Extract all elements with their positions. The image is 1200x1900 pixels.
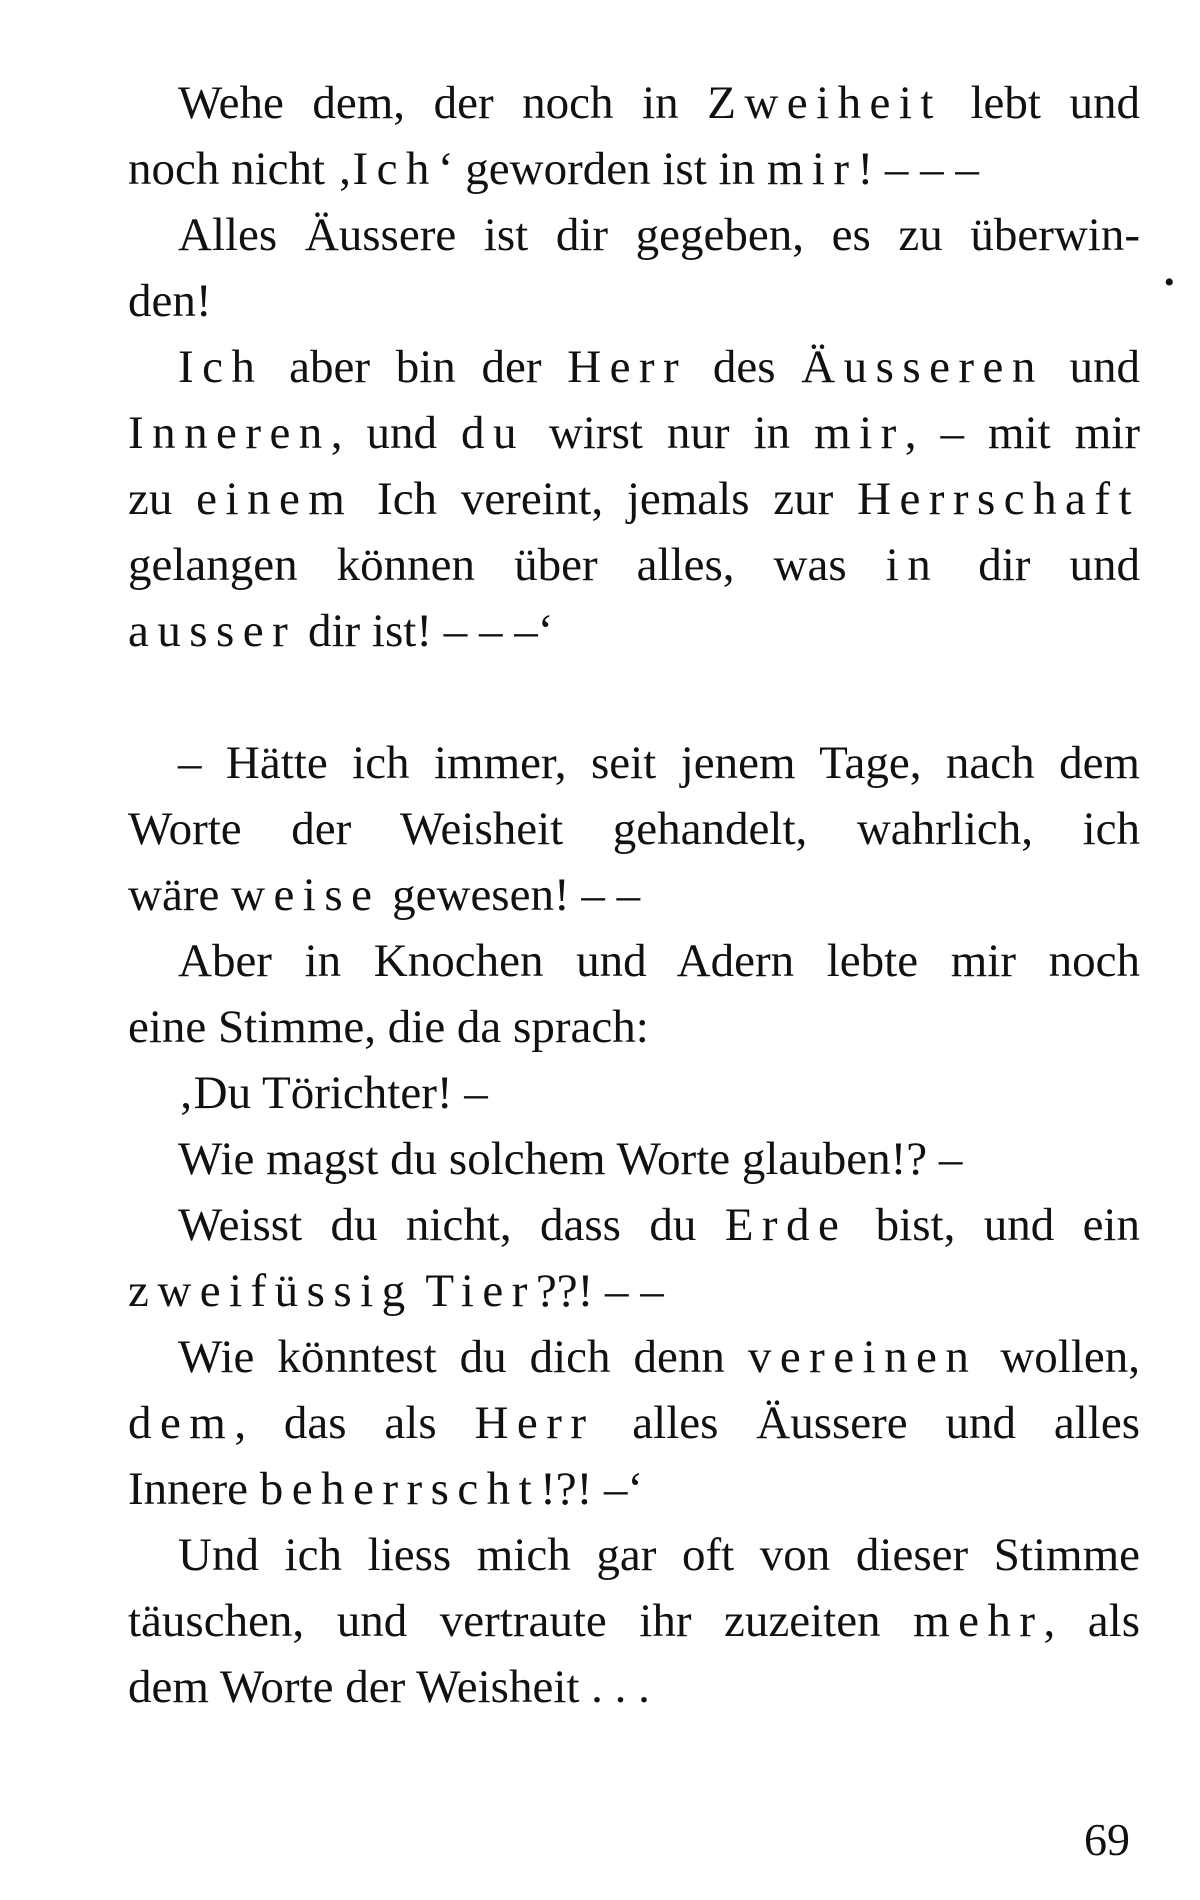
page-number: 69 [1084,1814,1130,1865]
text-line-14: eine Stimme, die da sprach: [128,1001,649,1053]
text-line-4: den! [128,275,212,327]
text-line-7: zu einem Ich vereint, jemals zur Herrschaft [128,473,1140,525]
text-line-6: Inneren, und du wirst nur in mir, – mit mir [128,407,1140,459]
text-line-15: ‚Du Törichter! – [178,1067,488,1119]
text-line-23: täuschen, und vertraute ihr zuzeiten mehr, als [128,1595,1141,1647]
text-line-9: ausser dir ist! – – –‘ [128,605,554,657]
book-page [128,70,1140,1870]
text-line-1: Wehe dem, der noch in Zweiheit lebt und [178,77,1141,129]
text-line-20: dem, das als Herr alles Äussere und alles [128,1397,1140,1449]
text-line-3: Alles Äussere ist dir gegeben, es zu überwin- [178,209,1140,261]
text-line-2: noch nicht ‚Ich‘ geworden ist in mir! – – – [128,143,979,195]
text-line-22: Und ich liess mich gar oft von dieser Stimme [178,1529,1140,1581]
stray-mark: • [1164,266,1175,299]
text-line-5: Ich aber bin der Herr des Äusseren und [178,341,1141,393]
text-line-18: zweifüssig Tier??! – – [128,1265,664,1317]
text-line-10: – Hätte ich immer, seit jenem Tage, nach dem [178,737,1140,789]
text-line-17: Weisst du nicht, dass du Erde bist, und ein [178,1199,1140,1251]
text-line-11: Worte der Weisheit gehandelt, wahrlich, ich [128,803,1140,855]
text-line-21: Innere beherrscht!?! –‘ [128,1463,644,1515]
text-line-12: wäre weise gewesen! – – [128,869,641,921]
text-line-16: Wie magst du solchem Worte glauben!? – [178,1133,963,1185]
text-line-19: Wie könntest du dich denn vereinen wollen, [178,1331,1140,1383]
text-line-13: Aber in Knochen und Adern lebte mir noch [178,935,1140,987]
text-line-8: gelangen können über alles, was in dir und [128,539,1140,591]
text-line-24: dem Worte der Weisheit . . . [128,1661,650,1713]
